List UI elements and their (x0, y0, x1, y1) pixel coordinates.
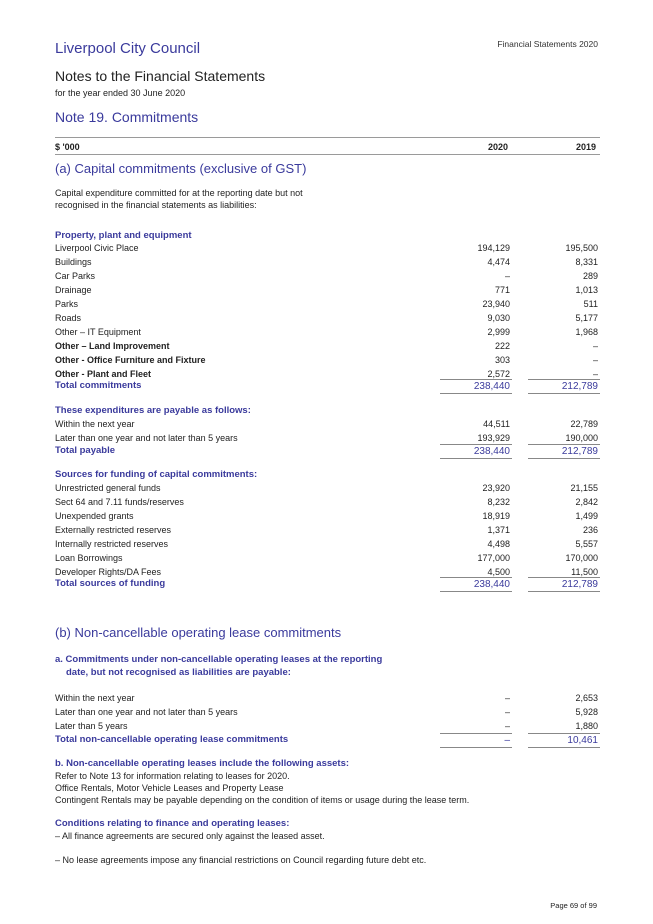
value-2019: 8,331 (575, 257, 598, 267)
row-label: Later than 5 years (55, 721, 128, 731)
table-row (55, 298, 600, 312)
value-2020: 177,000 (477, 553, 510, 563)
table-row (55, 706, 600, 720)
value-2020: 23,940 (482, 299, 510, 309)
table-row (55, 312, 600, 326)
year-2020-header: 2020 (487, 142, 508, 152)
value-2020: 23,920 (482, 483, 510, 493)
value-2019: 212,789 (561, 579, 598, 590)
table-row (55, 538, 600, 552)
total-lease-row (55, 733, 600, 748)
value-2019: 5,928 (575, 707, 598, 717)
value-2019: 236 (582, 525, 598, 535)
row-label: Total sources of funding (55, 578, 166, 589)
value-2019: 1,013 (575, 285, 598, 295)
value-2019: 2,653 (575, 693, 598, 703)
value-2019: 511 (583, 299, 598, 309)
value-2020: 44,511 (483, 419, 510, 429)
value-2020: – (504, 735, 510, 746)
total-sources-row (55, 577, 600, 592)
table-row (55, 552, 600, 566)
council-name: Liverpool City Council (55, 40, 201, 57)
value-2019: 10,461 (567, 735, 598, 746)
value-2019: 289 (582, 271, 598, 281)
row-label: Developer Rights/DA Fees (55, 567, 162, 577)
table-row (55, 496, 600, 510)
value-2020: – (504, 707, 510, 717)
value-2019: 1,968 (575, 327, 598, 337)
value-2019: 1,880 (575, 721, 598, 731)
row-label: Car Parks (55, 271, 96, 281)
row-label: Other – IT Equipment (55, 327, 141, 337)
value-2019: 21,155 (570, 483, 598, 493)
row-label: Externally restricted reserves (55, 525, 172, 535)
column-header (55, 137, 600, 155)
value-2019: 212,789 (561, 446, 598, 457)
value-2019: 190,000 (565, 433, 598, 443)
lease-a-heading (55, 653, 382, 679)
table-row (55, 524, 600, 538)
value-2020: 771 (494, 285, 510, 295)
total-payable-row (55, 444, 600, 459)
row-label: Total commitments (55, 380, 142, 391)
row-label: Parks (55, 299, 79, 309)
value-2020: 4,474 (487, 257, 510, 267)
capital-commitments-title: (a) Capital commitments (exclusive of GST) (55, 161, 307, 176)
row-label: Later than one year and not later than 5 years (55, 433, 238, 443)
document-subtitle: for the year ended 30 June 2020 (55, 88, 186, 98)
total-commitments-row (55, 379, 600, 394)
row-label: Buildings (55, 257, 92, 267)
row-label: Loan Borrowings (55, 553, 123, 563)
value-2019: 212,789 (561, 381, 598, 392)
row-label: Unrestricted general funds (55, 483, 161, 493)
table-row (55, 270, 600, 284)
row-label: Unexpended grants (55, 511, 134, 521)
table-row (55, 510, 600, 524)
row-label: Other – Land Improvement (55, 341, 170, 351)
value-2019: 195,500 (565, 243, 598, 253)
capital-intro-line2: recognised in the financial statements as liabilities: (55, 200, 257, 210)
conditions-heading: Conditions relating to finance and operating leases: (55, 818, 290, 829)
value-2019: – (592, 369, 598, 379)
value-2019: 22,789 (570, 419, 598, 429)
lease-commitments-title: (b) Non-cancellable operating lease commitments (55, 625, 342, 640)
table-row (55, 354, 600, 368)
value-2020: 222 (494, 341, 510, 351)
lease-b-line3: Contingent Rentals may be payable depending on the condition of items or usage during the lease term. (55, 795, 470, 805)
value-2020: 18,919 (482, 511, 510, 521)
lease-a-heading-line2: date, but not recognised as liabilities are payable: (66, 667, 291, 678)
table-row (55, 326, 600, 340)
lease-b-text (55, 770, 469, 806)
table-row (55, 340, 600, 354)
value-2020: 8,232 (487, 497, 510, 507)
row-label: Within the next year (55, 419, 135, 429)
value-2020: 2,572 (487, 369, 510, 379)
row-label: Total non-cancellable operating lease commitments (55, 734, 289, 745)
row-label: Drainage (55, 285, 92, 295)
row-label: Liverpool Civic Place (55, 243, 139, 253)
lease-b-line1: Refer to Note 13 for information relating to leases for 2020. (55, 771, 290, 781)
capital-intro-line1: Capital expenditure committed for at the reporting date but not (55, 188, 303, 198)
value-2020: 238,440 (473, 579, 510, 590)
row-label: Other - Plant and Fleet (55, 369, 152, 379)
value-2020: 238,440 (473, 381, 510, 392)
lease-b-heading: b. Non-cancellable operating leases include the following assets: (55, 758, 350, 769)
table-row (55, 284, 600, 298)
year-2019-header: 2019 (575, 142, 596, 152)
value-2020: – (504, 271, 510, 281)
table-row (55, 256, 600, 270)
value-2020: 238,440 (473, 446, 510, 457)
ppe-heading: Property, plant and equipment (55, 230, 192, 241)
lease-b-line2: Office Rentals, Motor Vehicle Leases and Property Lease (55, 783, 284, 793)
value-2020: – (504, 721, 510, 731)
row-label: Sect 64 and 7.11 funds/reserves (55, 497, 184, 507)
value-2020: 9,030 (487, 313, 510, 323)
row-label: Roads (55, 313, 82, 323)
row-label: Within the next year (55, 693, 135, 703)
value-2020: 193,929 (477, 433, 510, 443)
row-label: Internally restricted reserves (55, 539, 169, 549)
value-2019: 2,842 (575, 497, 598, 507)
capital-intro (55, 187, 303, 211)
table-row (55, 242, 600, 256)
value-2020: – (504, 693, 510, 703)
value-2019: 5,177 (575, 313, 598, 323)
page-number: Page 69 of 99 (550, 901, 597, 910)
value-2019: – (592, 355, 598, 365)
table-row (55, 482, 600, 496)
lease-a-heading-line1: a. Commitments under non-cancellable operating leases at the reporting (55, 654, 383, 665)
value-2019: – (592, 341, 598, 351)
payable-heading: These expenditures are payable as follows: (55, 405, 251, 416)
value-2019: 5,557 (575, 539, 598, 549)
unit-label: $ '000 (55, 142, 80, 152)
row-label: Total payable (55, 445, 116, 456)
table-row (55, 720, 600, 734)
sources-heading: Sources for funding of capital commitments: (55, 469, 258, 480)
document-title: Notes to the Financial Statements (55, 68, 266, 84)
statement-label: Financial Statements 2020 (497, 39, 598, 49)
value-2019: 1,499 (575, 511, 598, 521)
value-2020: 4,500 (487, 567, 510, 577)
value-2020: 2,999 (487, 327, 510, 337)
table-row (55, 418, 600, 432)
conditions-line1: – All finance agreements are secured only against the leased asset. (55, 831, 325, 841)
table-row (55, 692, 600, 706)
value-2020: 1,371 (487, 525, 510, 535)
conditions-line2: – No lease agreements impose any financial restrictions on Council regarding future debt etc. (55, 855, 427, 865)
row-label: Later than one year and not later than 5 years (55, 707, 238, 717)
value-2019: 170,000 (565, 553, 598, 563)
note-title: Note 19. Commitments (55, 109, 199, 125)
value-2020: 194,129 (477, 243, 510, 253)
value-2019: 11,500 (571, 567, 598, 577)
value-2020: 4,498 (487, 539, 510, 549)
value-2020: 303 (494, 355, 510, 365)
row-label: Other - Office Furniture and Fixture (55, 355, 206, 365)
